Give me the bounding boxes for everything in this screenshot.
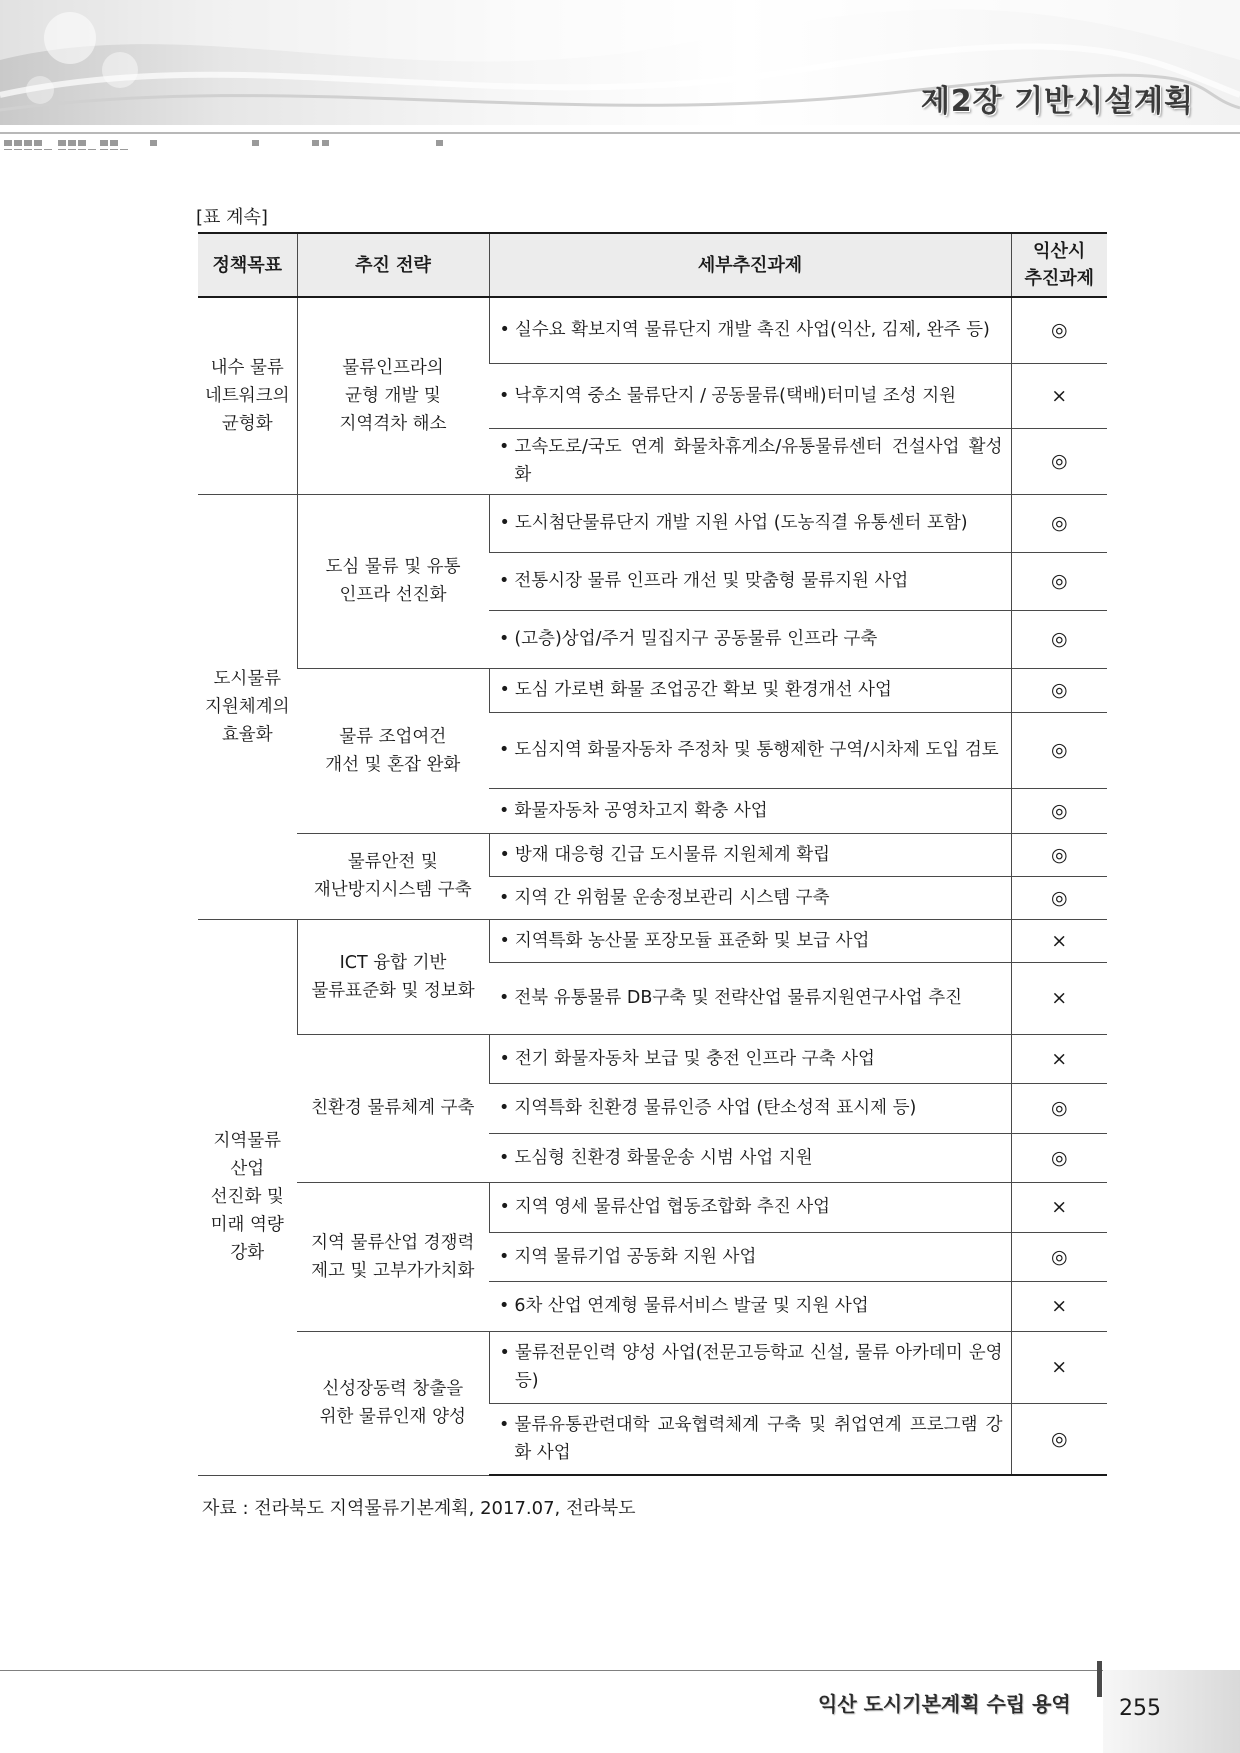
iksan-mark: ◎ [1011,1133,1107,1182]
iksan-mark: ◎ [1011,552,1107,610]
task-text: 고속도로/국도 연계 화물차휴게소/유통물류센터 건설사업 활성화 [514,437,1003,485]
bullet-marker: • [499,1246,510,1267]
dot-pattern-decoration [0,138,600,150]
bullet-marker: • [499,680,510,700]
bullet-marker: • [499,1098,510,1118]
strategy-cell [297,297,489,494]
task-text: 전통시장 물류 인프라 개선 및 맞춤형 물류지원 사업 [514,571,909,591]
task-text: 도심지역 화물자동차 주정차 및 통행제한 구역/시차제 도입 검토 [514,740,999,760]
iksan-mark: × [1011,962,1107,1034]
header-iksan-line1: 익산시 [1033,241,1086,262]
task-text: 지역특화 농산물 포장모듈 표준화 및 보급 사업 [514,930,870,951]
task-cell [489,1034,1011,1083]
iksan-mark: ◎ [1011,876,1107,919]
policy-goal: 내수 물류 네트워크의 균형화 [204,357,290,434]
task-text: 도심형 친환경 화물운송 시범 사업 지원 [514,1147,813,1168]
task-text: 지역 간 위험물 운송정보관리 시스템 구축 [514,887,830,908]
strategy: 친환경 물류체계 구축 [311,1098,475,1118]
strategy-cell [297,833,489,919]
bullet-marker: • [499,385,510,406]
source-note: 자료 : 전라북도 지역물류기본계획, 2017.07, 전라북도 [202,1498,636,1519]
task-text: 물류유통관련대학 교육협력체계 구축 및 취업연계 프로그램 강화 사업 [514,1414,1003,1463]
policy-goal-cell [198,297,297,494]
iksan-mark: ◎ [1011,494,1107,552]
page-number: 255 [1119,1696,1161,1721]
table-row [198,919,1107,962]
task-cell [489,833,1011,876]
bullet-marker: • [499,1048,510,1069]
strategy-cell [297,1182,489,1331]
strategy-cell [297,494,489,668]
strategy-cell [297,1331,489,1475]
task-cell [489,610,1011,668]
strategy-cell [297,668,489,833]
bullet-marker: • [499,571,510,591]
header-banner [0,0,1240,150]
table-header-row [198,233,1107,297]
task-text: 화물자동차 공영차고지 확충 사업 [514,800,768,821]
policy-goal-cell [198,494,297,919]
task-text: 도심 가로변 화물 조업공간 확보 및 환경개선 사업 [514,680,892,700]
task-text: 전기 화물자동차 보급 및 충전 인프라 구축 사업 [514,1048,875,1069]
strategy: 물류인프라의 균형 개발 및 지역격차 해소 [339,357,447,434]
bullet-marker: • [499,844,510,865]
iksan-mark: ◎ [1011,1403,1107,1475]
iksan-mark: ◎ [1011,1083,1107,1133]
task-cell [489,494,1011,552]
task-text: 전북 유통물류 DB구축 및 전략산업 물류지원연구사업 추진 [514,988,962,1008]
iksan-mark: ◎ [1011,712,1107,788]
bullet-marker: • [499,930,510,951]
header-iksan [1011,233,1107,297]
bullet-marker: • [499,1343,510,1363]
task-text: 지역 영세 물류산업 협동조합화 추진 사업 [514,1197,831,1217]
task-text: 지역특화 친환경 물류인증 사업 (탄소성적 표시제 등) [514,1098,917,1118]
header-policy: 정책목표 [198,233,297,297]
task-text: 물류전문인력 양성 사업(전문고등학교 신설, 물류 아카데미 운영 등) [514,1343,1003,1391]
table-row [198,297,1107,363]
iksan-mark: × [1011,1331,1107,1403]
table-row [198,1034,1107,1083]
strategy: ICT 융합 기반 물류표준화 및 정보화 [311,952,475,1001]
strategy-cell [297,919,489,1034]
bullet-marker: • [499,887,510,908]
bullet-marker: • [499,800,510,821]
policy-goal: 도시물류 지원체계의 효율화 [204,668,290,745]
iksan-mark: × [1011,1281,1107,1331]
policy-goal-cell [198,919,297,1475]
footer-divider [0,1670,1105,1671]
iksan-mark: × [1011,1034,1107,1083]
iksan-mark: × [1011,1182,1107,1232]
task-cell [489,1182,1011,1232]
iksan-mark: ◎ [1011,428,1107,494]
task-cell [489,1403,1011,1475]
task-cell [489,363,1011,428]
task-cell [489,1281,1011,1331]
header-task: 세부추진과제 [489,233,1011,297]
task-text: 6차 산업 연계형 물류서비스 발굴 및 지원 사업 [514,1296,869,1316]
strategy: 지역 물류산업 경쟁력 제고 및 고부가가치화 [311,1232,475,1281]
task-text: 낙후지역 중소 물류단지 / 공동물류(택배)터미널 조성 지원 [514,385,957,406]
task-cell [489,1083,1011,1133]
strategy: 물류안전 및 재난방지시스템 구축 [313,852,472,900]
table-row [198,1182,1107,1232]
bullet-marker: • [499,1296,510,1316]
task-text: 실수요 확보지역 물류단지 개발 촉진 사업(익산, 김제, 완주 등) [514,320,990,341]
table-caption: [표 계속] [196,207,268,228]
task-cell [489,788,1011,833]
strategy: 신성장동력 창출을 위한 물류인재 양성 [319,1379,466,1427]
iksan-mark: ◎ [1011,833,1107,876]
bullet-marker: • [499,437,510,457]
task-cell [489,552,1011,610]
task-cell [489,668,1011,712]
header-iksan-line2: 추진과제 [1024,268,1095,289]
bullet-marker: • [499,988,510,1008]
task-cell [489,428,1011,494]
header-strategy: 추진 전략 [297,233,489,297]
iksan-mark: ◎ [1011,788,1107,833]
task-text: 지역 물류기업 공동화 지원 사업 [514,1246,757,1267]
bullet-marker: • [499,320,510,341]
table-row [198,668,1107,712]
table-row [198,833,1107,876]
task-cell [489,1331,1011,1403]
strategy-cell [297,1034,489,1182]
footer-accent-bar [1097,1661,1102,1697]
task-cell [489,876,1011,919]
task-cell [489,712,1011,788]
task-text: 도시첨단물류단지 개발 지원 사업 (도농직결 유통센터 포함) [514,513,968,533]
task-cell [489,297,1011,363]
strategy: 물류 조업여건 개선 및 혼잡 완화 [325,726,461,775]
bullet-marker: • [499,513,510,533]
policy-goal: 지역물류 산업 선진화 및 미래 역량 강화 [210,1131,284,1263]
task-cell [489,1232,1011,1281]
table-row [198,1331,1107,1403]
iksan-mark: ◎ [1011,1232,1107,1281]
bullet-marker: • [499,1414,510,1435]
iksan-mark: ◎ [1011,297,1107,363]
bullet-marker: • [499,1147,510,1168]
bullet-marker: • [499,740,510,760]
iksan-mark: ◎ [1011,668,1107,712]
task-text: 방재 대응형 긴급 도시물류 지원체계 확립 [514,844,831,865]
footer-project-title: 익산 도시기본계획 수립 용역 [818,1692,1071,1716]
header-divider [0,132,1240,134]
iksan-mark: ◎ [1011,610,1107,668]
task-cell [489,919,1011,962]
logistics-policy-table [198,232,1107,1476]
table-row [198,494,1107,552]
task-cell [489,1133,1011,1182]
task-cell [489,962,1011,1034]
strategy: 도심 물류 및 유통 인프라 선진화 [325,557,461,605]
bullet-marker: • [499,629,510,649]
task-text: (고층)상업/주거 밀집지구 공동물류 인프라 구축 [514,629,878,649]
bullet-marker: • [499,1197,510,1217]
iksan-mark: × [1011,363,1107,428]
chapter-title: 제2장 기반시설계획 [920,84,1194,119]
iksan-mark: × [1011,919,1107,962]
